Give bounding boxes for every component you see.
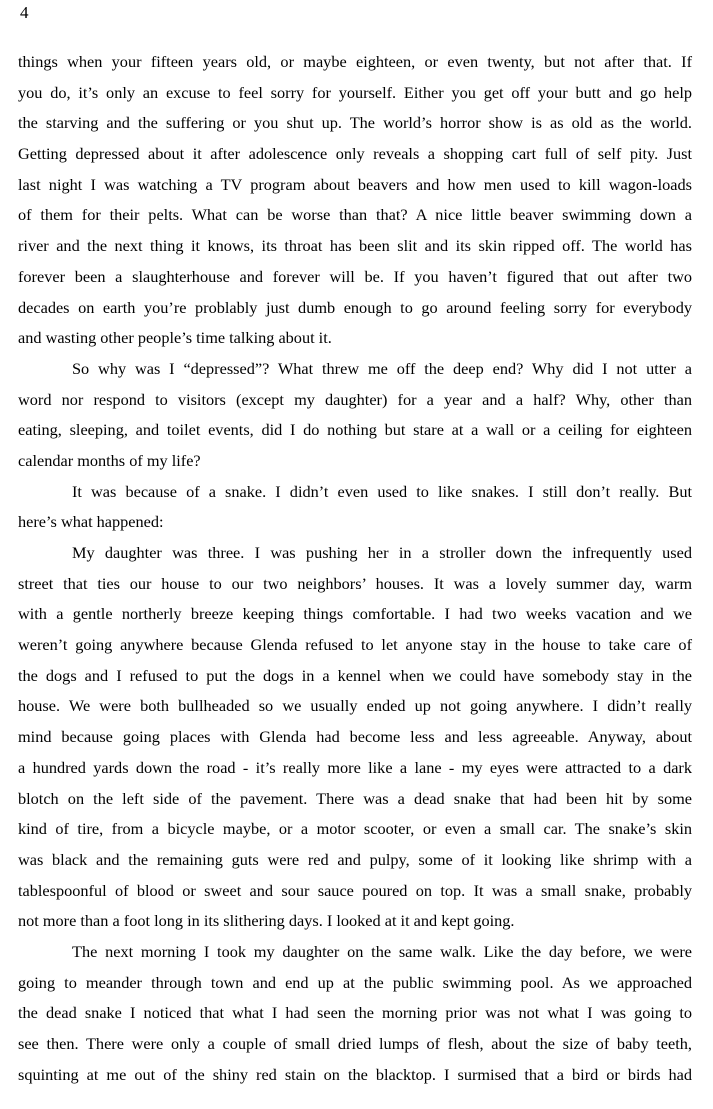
text-line: So why was I “depressed”? What threw me off the deep end? Why did I not utter a: [72, 358, 692, 378]
text-line: decades on earth you’re problably just dumb enough to go around feeling sorry for everybody: [18, 297, 692, 317]
text-line: My daughter was three. I was pushing her in a stroller down the infrequently used: [72, 543, 692, 562]
text-line: you do, it’s only an excuse to feel sorry for yourself. Either you get off your butt and go help: [18, 82, 692, 102]
text-line: the dead snake I noticed that what I had seen the morning prior was not what I was going to: [18, 1003, 692, 1023]
text-line: blotch on the left side of the pavement. There was a dead snake that had been hit by some: [18, 788, 692, 808]
text-line: of them for their pelts. What can be worse than that? A nice little beaver swimming down a: [18, 205, 692, 225]
text-line: mind because going places with Glenda had become less and less agreeable. Anyway, about: [18, 727, 692, 747]
text-line: see then. There were only a couple of small dried lumps of flesh, about the size of baby teeth,: [18, 1034, 692, 1053]
text-line: tablespoonful of blood or sweet and sour sauce poured on top. It was a small snake, probably: [18, 880, 692, 900]
text-line: forever been a slaughterhouse and forever will be. If you haven’t figured that out after two: [18, 266, 692, 286]
text-line: the starving and the suffering or you shut up. The world’s horror show is as old as the world.: [18, 113, 692, 133]
text-line: last night I was watching a TV program about beavers and how men used to kill wagon-loads: [18, 174, 692, 194]
text-line: weren’t going anywhere because Glenda refused to let anyone stay in the house to take care of: [18, 635, 692, 655]
text-line: the dogs and I refused to put the dogs in a kennel when we could have somebody stay in the: [18, 665, 692, 685]
text-line: here’s what happened:: [18, 512, 164, 532]
page-number: 4: [20, 3, 29, 22]
text-line: eating, sleeping, and toilet events, did I do nothing but stare at a wall or a ceiling for eighteen: [18, 420, 692, 440]
text-line: It was because of a snake. I didn’t even used to like snakes. I still don’t really. But: [72, 481, 692, 501]
text-line: with a gentle northerly breeze keeping things comfortable. I had two weeks vacation and we: [18, 604, 692, 624]
text-line: The next morning I took my daughter on the same walk. Like the day before, we were: [72, 941, 692, 961]
text-line: not more than a foot long in its slithering days. I looked at it and kept going.: [18, 911, 515, 931]
text-line: Getting depressed about it after adolescence only reveals a shopping cart full of self pity. Just: [18, 144, 692, 164]
page-body: [18, 51, 692, 1094]
text-line: river and the next thing it knows, its throat has been slit and its skin ripped off. The world has: [18, 236, 692, 256]
text-line: going to meander through town and end up at the public swimming pool. As we approached: [18, 972, 692, 992]
text-line: squinting at me out of the shiny red stain on the blacktop. I surmised that a bird or birds had: [18, 1064, 692, 1084]
text-line: house. We were both bullheaded so we usually ended up not going anywhere. I didn’t really: [18, 696, 692, 716]
text-line: street that ties our house to our two neighbors’ houses. It was a lovely summer day, warm: [18, 573, 692, 593]
text-line: a hundred yards down the road - it’s really more like a lane - my eyes were attracted to a dark: [18, 757, 692, 777]
text-line: kind of tire, from a bicycle maybe, or a motor scooter, or even a small car. The snake’s skin: [18, 819, 692, 839]
text-line: was black and the remaining guts were red and pulpy, some of it looking like shrimp with a: [18, 849, 692, 869]
text-line: things when your fifteen years old, or maybe eighteen, or even twenty, but not after that. If: [18, 52, 692, 71]
text-line: calendar months of my life?: [18, 450, 201, 470]
text-line: and wasting other people’s time talking about it.: [18, 328, 332, 348]
text-line: word nor respond to visitors (except my daughter) for a year and a half? Why, other than: [18, 389, 692, 409]
